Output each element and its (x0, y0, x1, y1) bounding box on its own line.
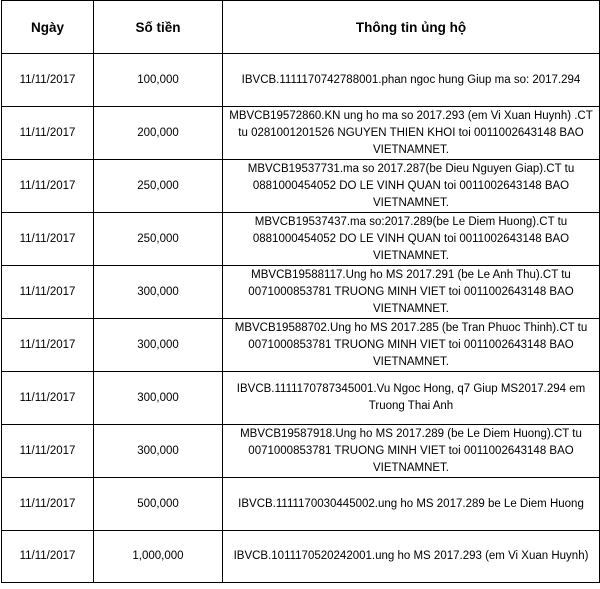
table-row (2, 266, 600, 319)
table-row (2, 531, 600, 583)
amount-cell: 300,000 (94, 425, 223, 478)
table-row (2, 478, 600, 531)
date-cell: 11/11/2017 (2, 107, 94, 160)
table-row (2, 107, 600, 160)
amount-cell: 500,000 (94, 478, 223, 531)
date-cell: 11/11/2017 (2, 372, 94, 425)
header-info: Thông tin ủng hộ (223, 1, 600, 54)
table-row (2, 319, 600, 372)
info-cell: MBVCB19588702.Ung ho MS 2017.285 (be Tran Phuoc Thinh).CT tu 0071000853781 TRUONG MINH VIET toi 0011002643148 BAO VIETNAMNET. (223, 319, 600, 372)
info-cell: MBVCB19588117.Ung ho MS 2017.291 (be Le Anh Thu).CT tu 0071000853781 TRUONG MINH VIET toi 0011002643148 BAO VIETNAMNET. (223, 266, 600, 319)
table-row (2, 54, 600, 107)
info-cell: IBVCB.1111170742788001.phan ngoc hung Giup ma so: 2017.294 (223, 54, 600, 107)
amount-cell: 300,000 (94, 319, 223, 372)
amount-cell: 300,000 (94, 266, 223, 319)
date-cell: 11/11/2017 (2, 160, 94, 213)
table-row (2, 213, 600, 266)
info-cell: MBVCB19572860.KN ung ho ma so 2017.293 (em Vi Xuan Huynh) .CT tu 0281001201526 NGUYEN THIEN KHOI toi 0011002643148 BAO VIETNAMNET. (223, 107, 600, 160)
info-cell: MBVCB19537437.ma so:2017.289(be Le Diem Huong).CT tu 0881000454052 DO LE VINH QUAN toi 0011002643148 BAO VIETNAMNET. (223, 213, 600, 266)
header-date: Ngày (2, 1, 94, 54)
info-cell: IBVCB.1111170030445002.ung ho MS 2017.289 be Le Diem Huong (223, 478, 600, 531)
amount-cell: 100,000 (94, 54, 223, 107)
info-cell: MBVCB19587918.Ung ho MS 2017.289 (be Le Diem Huong).CT tu 0071000853781 TRUONG MINH VIET toi 0011002643148 BAO VIETNAMNET. (223, 425, 600, 478)
amount-cell: 1,000,000 (94, 531, 223, 583)
date-cell: 11/11/2017 (2, 531, 94, 583)
date-cell: 11/11/2017 (2, 425, 94, 478)
table-row (2, 372, 600, 425)
header-row (2, 1, 600, 54)
info-cell: IBVCB.1111170787345001.Vu Ngoc Hong, q7 Giup MS2017.294 em Truong Thai Anh (223, 372, 600, 425)
date-cell: 11/11/2017 (2, 213, 94, 266)
date-cell: 11/11/2017 (2, 319, 94, 372)
amount-cell: 250,000 (94, 160, 223, 213)
amount-cell: 200,000 (94, 107, 223, 160)
date-cell: 11/11/2017 (2, 54, 94, 107)
date-cell: 11/11/2017 (2, 266, 94, 319)
table-row (2, 160, 600, 213)
amount-cell: 300,000 (94, 372, 223, 425)
donation-table (1, 0, 600, 583)
header-amount: Số tiền (94, 1, 223, 54)
date-cell: 11/11/2017 (2, 478, 94, 531)
info-cell: MBVCB19537731.ma so 2017.287(be Dieu Nguyen Giap).CT tu 0881000454052 DO LE VINH QUAN toi 0011002643148 BAO VIETNAMNET. (223, 160, 600, 213)
table-row (2, 425, 600, 478)
amount-cell: 250,000 (94, 213, 223, 266)
info-cell: IBVCB.1011170520242001.ung ho MS 2017.293 (em Vi Xuan Huynh) (223, 531, 600, 583)
